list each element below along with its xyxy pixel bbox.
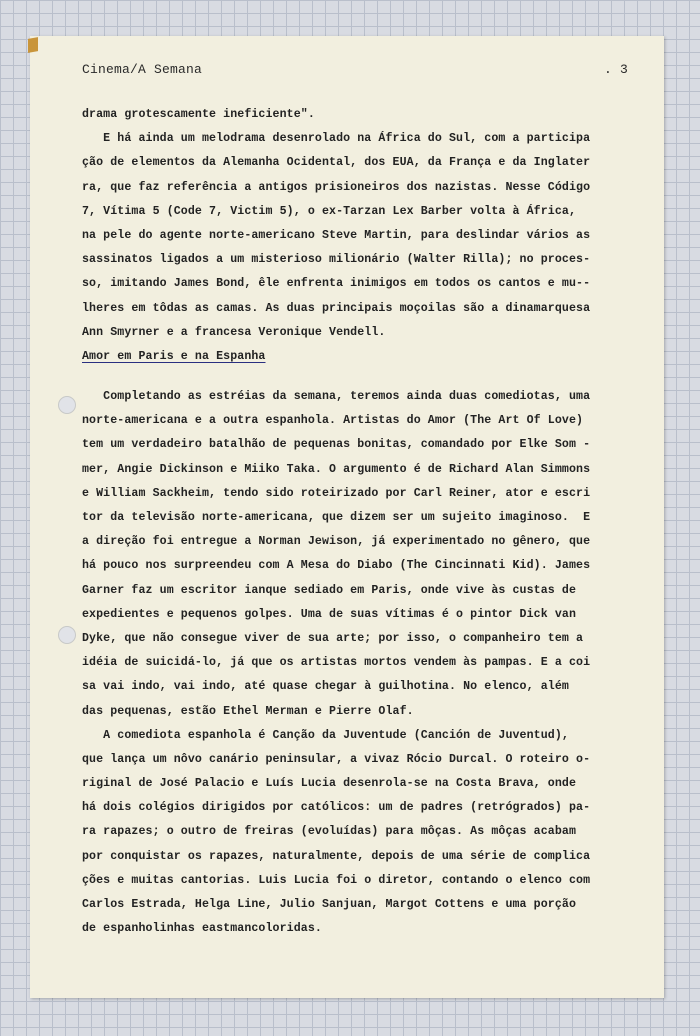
text-line: na pele do agente norte-americano Steve Martin, para deslindar vários as xyxy=(82,228,591,242)
text-line: E há ainda um melodrama desenrolado na África do Sul, com a participa xyxy=(82,132,591,146)
text-line: por conquistar os rapazes, naturalmente, depois de uma série de complica xyxy=(82,849,591,863)
text-line: das pequenas, estão Ethel Merman e Pierre Olaf. xyxy=(82,704,414,718)
paragraph-1 xyxy=(82,103,630,345)
page-number: . 3 xyxy=(603,62,628,77)
page-header xyxy=(82,62,628,77)
paragraph-3 xyxy=(82,724,630,942)
text-line: ra, que faz referência a antigos prisioneiros dos nazistas. Nesse Código xyxy=(82,180,591,194)
text-line: mer, Angie Dickinson e Miiko Taka. O argumento é de Richard Alan Simmons xyxy=(82,462,591,476)
text-line: Carlos Estrada, Helga Line, Julio Sanjuan, Margot Cottens e uma porção xyxy=(82,898,577,911)
text-line: a direção foi entregue a Norman Jewison, já experimentado no gênero, que xyxy=(82,535,591,549)
text-line: Ann Smyrner e a francesa Veronique Vendell. xyxy=(82,325,386,339)
body-text xyxy=(82,103,630,941)
text-line: tor da televisão norte-americana, que dizem ser um sujeito imaginoso. E xyxy=(82,511,591,524)
text-line: so, imitando James Bond, êle enfrenta inimigos em todos os cantos e mu-- xyxy=(82,277,591,291)
text-line: há pouco nos surpreendeu com A Mesa do Diabo (The Cincinnati Kid). James xyxy=(82,559,591,573)
text-line: ção de elementos da Alemanha Ocidental, dos EUA, da França e da Inglater xyxy=(82,156,591,170)
text-line: e William Sackheim, tendo sido roteirizado por Carl Reiner, ator e escri xyxy=(82,486,591,500)
text-line: de espanholinhas eastmancoloridas. xyxy=(82,922,322,936)
text-line: tem um verdadeiro batalhão de pequenas bonitas, comandado por Elke Som - xyxy=(82,438,591,452)
text-line: riginal de José Palacio e Luís Lucia desenrola-se na Costa Brava, onde xyxy=(82,777,577,791)
text-line: drama grotescamente ineficiente". xyxy=(82,108,315,121)
text-line: idéia de suicidá-lo, já que os artistas mortos vendem às pampas. E a coi xyxy=(82,656,591,670)
text-line: norte-americana e a outra espanhola. Artistas do Amor (The Art Of Love) xyxy=(82,414,584,428)
text-line: A comediota espanhola é Canção da Juventude (Canción de Juventud), xyxy=(82,728,569,742)
text-line: sassinatos ligados a um misterioso milionário (Walter Rilla); no proces- xyxy=(82,253,591,267)
text-line: sa vai indo, vai indo, até quase chegar à guilhotina. No elenco, além xyxy=(82,680,569,694)
text-line: há dois colégios dirigidos por católicos: um de padres (retrógrados) pa- xyxy=(82,801,591,815)
section-heading: Amor em Paris e na Espanha xyxy=(82,349,266,363)
header-title: Cinema/A Semana xyxy=(82,62,203,77)
text-line: 7, Vítima 5 (Code 7, Victim 5), o ex-Tarzan Lex Barber volta à África, xyxy=(82,204,577,218)
text-line: ções e muitas cantorias. Luis Lucia foi o diretor, contando o elenco com xyxy=(82,873,591,887)
text-line: expedientes e pequenos golpes. Uma de suas vítimas é o pintor Dick van xyxy=(82,607,577,621)
text-line: ra rapazes; o outro de freiras (evoluídas) para môças. As môças acabam xyxy=(82,825,577,839)
text-line: Garner faz um escritor ianque sediado em Paris, onde vive às custas de xyxy=(82,583,577,597)
text-line: que lança um nôvo canário peninsular, a vivaz Rócio Durcal. O roteiro o- xyxy=(82,752,591,766)
text-line: Dyke, que não consegue viver de sua arte; por isso, o companheiro tem a xyxy=(82,631,584,645)
punch-hole-bottom xyxy=(58,626,76,644)
text-line: lheres em tôdas as camas. As duas principais moçoilas são a dinamarquesa xyxy=(82,301,591,315)
paragraph-2 xyxy=(82,385,630,724)
folded-corner xyxy=(28,37,38,53)
punch-hole-top xyxy=(58,396,76,414)
text-line: Completando as estréias da semana, teremos ainda duas comediotas, uma xyxy=(82,390,591,404)
